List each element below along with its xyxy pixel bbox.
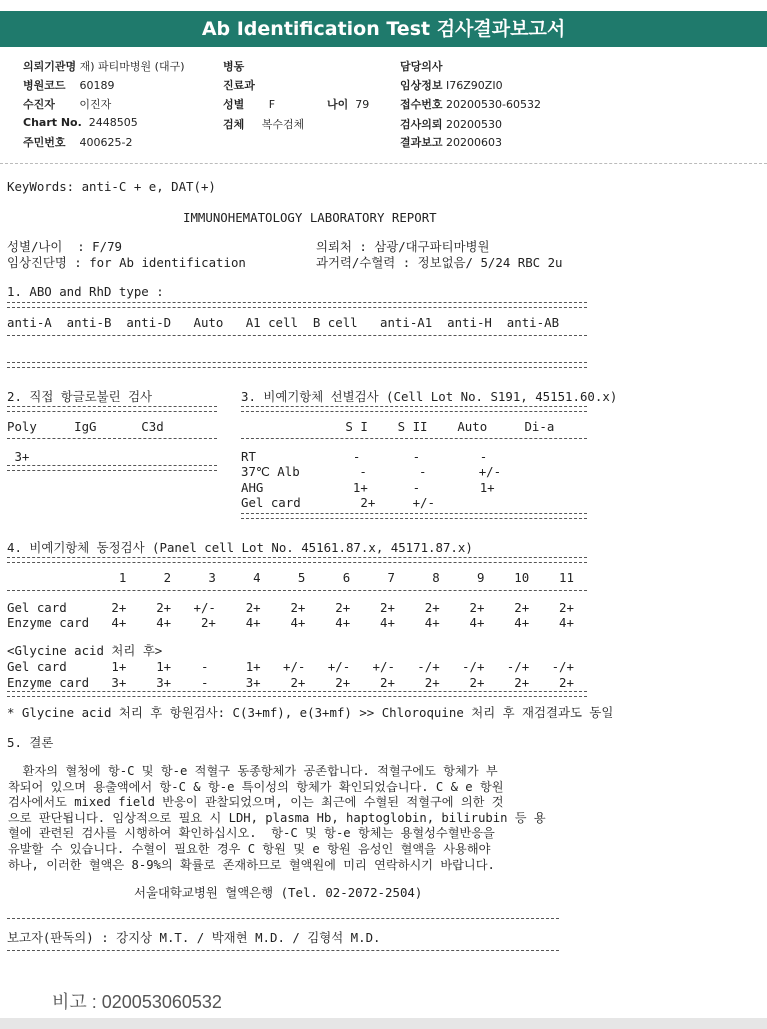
requesting-institution: 의뢰처 : 삼광/대구파티마병원 bbox=[316, 239, 490, 254]
recipient-row: 수진자 이진자 bbox=[23, 98, 112, 111]
institution-row: 의뢰기관명 재) 파티마병원 (대구) bbox=[23, 60, 185, 73]
screen-row-alb: 37℃ Alb - - +/- bbox=[241, 464, 502, 479]
glycine-label: <Glycine acid 처리 후> bbox=[7, 643, 163, 658]
dat-rule-mid bbox=[7, 438, 217, 439]
abo-headers: anti-A anti-B anti-D Auto A1 cell B cell anti-A1 anti-H anti-AB bbox=[7, 315, 560, 330]
panel-row-gel: Gel card 2+ 2+ +/- 2+ 2+ 2+ 2+ 2+ 2+ 2+ 2+ bbox=[7, 600, 574, 615]
report-date-row: 결과보고 20200603 bbox=[400, 136, 503, 149]
rrn-row: 주민번호 400625-2 bbox=[23, 136, 133, 149]
clinical-row: 임상정보 I76Z90ZI0 bbox=[400, 79, 503, 92]
panel-rule-top bbox=[7, 557, 587, 563]
panel-footnote: * Glycine acid 처리 후 항원검사: C(3+mf), e(3+mf) >> Chloroquine 처리 후 재검결과도 동일 bbox=[7, 705, 614, 720]
screen-row-rt: RT - - - bbox=[241, 449, 488, 464]
panel-heading: 4. 비예기항체 동정검사 (Panel cell Lot No. 45161.87.x, 45171.87.x) bbox=[7, 540, 473, 555]
blood-bank-contact: 서울대학교병원 혈액은행 (Tel. 02-2072-2504) bbox=[134, 885, 423, 900]
patient-sex-age: 성별/나이 : F/79 bbox=[7, 239, 123, 254]
reporter-rule-bottom bbox=[7, 950, 559, 951]
abo-rule-bottom bbox=[7, 362, 587, 368]
doctor-row: 담당의사 bbox=[400, 60, 443, 73]
abo-rule-top bbox=[7, 302, 587, 308]
screen-rule-top bbox=[241, 406, 587, 412]
conclusion-text: 환자의 혈청에 항-C 및 항-e 적혈구 동종항체가 공존합니다. 적혈구에도 항체가 부 착되어 있으며 용출액에서 항-C & 항-e 특이성의 항체가 확인되었습니다. C & e 항원 검사에서도 mixed field 반응이 관찰되었으며, 이는 최근에 수혈된 적혈구에 의한 것 으로 판단됩니다. 임상적으로 필요 시 LDH, plasma Hb, haptoglobin, bilirubin 등 용 혈에 관련된 검사를 시행하여 확인하십시오. 항-C 및 항-e 항체는 용혈성수혈반응을 유발할 수 있습니다. 수혈이 필요한 경우 C 항원 및 e 항원 음성인 혈액을 사용해야 하나, 이러한 혈액은 8-9%의 확률로 존재하므로 혈액원에 미리 연락하시기 바랍니다. bbox=[8, 764, 546, 872]
keywords: KeyWords: anti-C + e, DAT(+) bbox=[7, 179, 216, 194]
chart-row: Chart No. 2448505 bbox=[23, 116, 138, 129]
remarks-note: 비고 : 020053060532 bbox=[52, 992, 222, 1012]
sex-row: 성별 F bbox=[223, 98, 276, 111]
dat-rule-bottom bbox=[7, 465, 217, 471]
screen-heading: 3. 비예기항체 선별검사 (Cell Lot No. S191, 45151.60.x) bbox=[241, 389, 618, 404]
screen-row-gel: Gel card 2+ +/- bbox=[241, 495, 435, 510]
dept-row: 진료과 bbox=[223, 79, 255, 92]
receipt-row: 접수번호 20200530-60532 bbox=[400, 98, 541, 111]
panel-rule-bottom bbox=[7, 691, 587, 697]
panel-rule-mid bbox=[7, 590, 587, 591]
panel-cell-numbers: 1 2 3 4 5 6 7 8 9 10 11 bbox=[7, 570, 574, 585]
transfusion-history: 과거력/수혈력 : 정보없음/ 5/24 RBC 2u bbox=[316, 255, 563, 270]
abo-heading: 1. ABO and RhD type : bbox=[7, 284, 164, 299]
dat-heading: 2. 직접 항글로불린 검사 bbox=[7, 389, 153, 404]
bottom-band bbox=[0, 1018, 767, 1029]
glycine-row-enzyme: Enzyme card 3+ 3+ - 3+ 2+ 2+ 2+ 2+ 2+ 2+ 2+ bbox=[7, 675, 574, 690]
screen-rule-mid bbox=[241, 438, 587, 439]
conclusion-heading: 5. 결론 bbox=[7, 735, 54, 750]
dat-headers: Poly IgG C3d bbox=[7, 419, 164, 434]
panel-row-enzyme: Enzyme card 4+ 4+ 2+ 4+ 4+ 4+ 4+ 4+ 4+ 4+ 4+ bbox=[7, 615, 574, 630]
screen-headers: S I S II Auto Di-a bbox=[241, 419, 555, 434]
dat-result: 3+ bbox=[7, 449, 30, 464]
age-row: 나이 79 bbox=[327, 98, 370, 111]
ward-row: 병동 bbox=[223, 60, 245, 73]
lab-report-title: IMMUNOHEMATOLOGY LABORATORY REPORT bbox=[183, 210, 437, 225]
abo-rule-mid bbox=[7, 335, 587, 336]
specimen-row: 검체 복수검체 bbox=[223, 118, 305, 131]
screen-row-ahg: AHG 1+ - 1+ bbox=[241, 480, 495, 495]
reporters: 보고자(판독의) : 강지상 M.T. / 박재현 M.D. / 김형석 M.D. bbox=[7, 930, 381, 945]
screen-rule-bottom bbox=[241, 513, 587, 519]
report-title-banner: Ab Identification Test 검사결과보고서 bbox=[0, 11, 767, 47]
request-row: 검사의뢰 20200530 bbox=[400, 118, 503, 131]
header-separator bbox=[0, 163, 767, 164]
hospital-code-row: 병원코드 60189 bbox=[23, 79, 115, 92]
glycine-row-gel: Gel card 1+ 1+ - 1+ +/- +/- +/- -/+ -/+ -/+ -/+ bbox=[7, 659, 574, 674]
reporter-rule-top bbox=[7, 918, 559, 919]
dat-rule-top bbox=[7, 406, 217, 412]
clinical-diagnosis: 임상진단명 : for Ab identification bbox=[7, 255, 246, 270]
